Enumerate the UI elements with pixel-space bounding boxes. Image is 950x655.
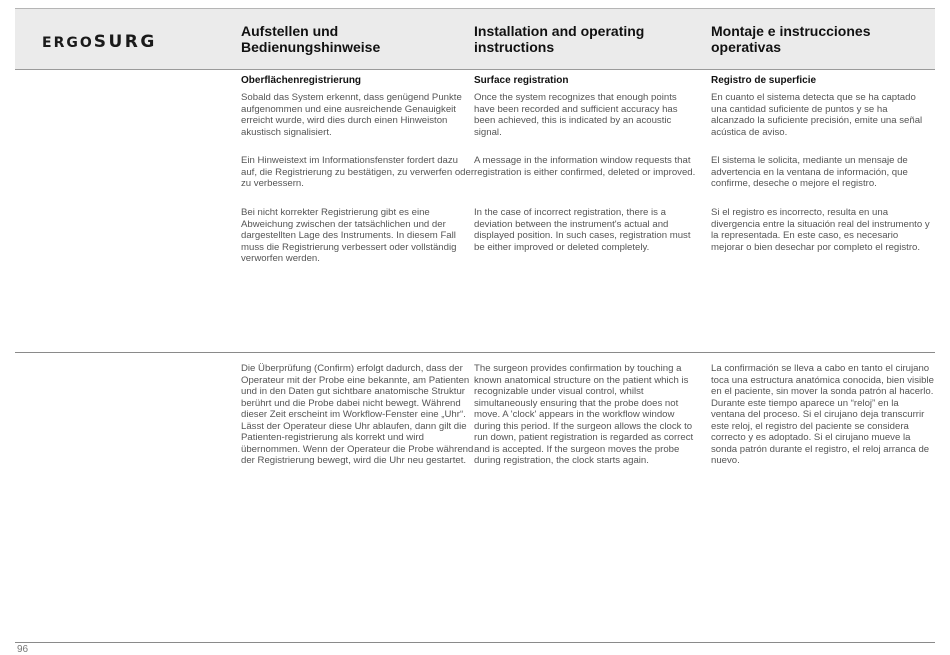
paragraph-de-4: Die Überprüfung (Confirm) erfolgt dadurch, dass der Operateur mit der Probe eine bekannte, am Patienten und in den Daten gut sichtbare anatomische Struktur berührt und die Probe dabei nicht bewegt. Während dieser Zeit erscheint im Workflow-Fenster eine „Uhr“. Lässt der Operateur diese Uhr ablaufen, dann gilt die Patienten-registrierung als korrekt und wird übernommen. Wenn der Operateur die Probe während der Registrierung bewegt, wird die Uhr neu gestartet. bbox=[241, 363, 474, 466]
paragraph-en-1: Once the system recognizes that enough points have been recorded and sufficient accuracy has been achieved, this is indicated by an acoustic signal. bbox=[474, 92, 678, 138]
footer-divider bbox=[15, 642, 935, 643]
paragraph-de-3: Bei nicht korrekter Registrierung gibt es eine Abweichung zwischen der tatsächlichen und der dargestellten Lage des Instruments. In diesem Fall muss die Registrierung verbessert oder vollständig verworfen werden. bbox=[241, 207, 457, 264]
paragraph-de-1: Sobald das System erkennt, dass genügend Punkte aufgenommen und eine ausreichende Genauigkeit erreicht wurde, wird dies durch einen Hinweiston akustisch signalisiert. bbox=[241, 92, 462, 138]
paragraph-es-1: En cuanto el sistema detecta que se ha captado una cantidad suficiente de puntos y se ha alcanzado la suficiente precisión, emite una señal acústica de aviso. bbox=[711, 92, 923, 138]
paragraph-de-2: Ein Hinweistext im Informationsfenster fordert dazu auf, die Registrierung zu bestätigen, zu verwerfen oder zu verbessern. bbox=[241, 155, 475, 189]
section-divider bbox=[15, 352, 935, 353]
paragraph-en-4: The surgeon provides confirmation by touching a known anatomical structure on the patient which is recognizable under visual control, whilst simultaneously ensuring that the probe does not move. A 'clock' appears in the workflow window during this period. If the surgeon allows the clock to run down, patient registration is regarded as correct and is accepted. If the surgeon moves the probe during registration, the clock starts again. bbox=[474, 363, 694, 466]
paragraph-es-3: Si el registro es incorrecto, resulta en una divergencia entre la situación real del instrumento y la representada. En este caso, es necesario mejorar o bien desechar por completo el registro. bbox=[711, 207, 930, 253]
page-number: 96 bbox=[17, 644, 29, 655]
column-heading-de: Aufstellen und Bedienungshinweise bbox=[241, 23, 381, 55]
ergosurg-logo: ERGOSURG bbox=[42, 32, 157, 52]
paragraph-es-2: El sistema le solicita, mediante un mensaje de advertencia en la ventana de información, que confirme, deseche o mejore el registro. bbox=[711, 155, 908, 189]
paragraph-es-4: La confirmación se lleva a cabo en tanto el cirujano toca una estructura anatómica conocida, bien visible en el paciente, sin mover la sonda patrón al hacerlo. Durante este tiempo aparece un “reloj” en la ventana del proceso. Si el cirujano deja transcurrir este reloj, el registro del paciente se considera correcto y es adoptado. Si el cirujano mueve la sonda patrón durante el registro, el reloj arranca de nuevo. bbox=[711, 363, 934, 466]
paragraph-en-2: A message in the information window requests that registration is either confirmed, deleted or improved. bbox=[474, 155, 696, 178]
subheading-de: Oberflächenregistrierung bbox=[241, 75, 362, 86]
column-heading-en: Installation and operating instructions bbox=[474, 23, 645, 55]
subheading-es: Registro de superficie bbox=[711, 75, 817, 86]
column-heading-es: Montaje e instrucciones operativas bbox=[711, 23, 871, 55]
subheading-en: Surface registration bbox=[474, 75, 569, 86]
paragraph-en-3: In the case of incorrect registration, there is a deviation between the instrument's actual and displayed position. In such cases, registration must be either improved or deleted completely. bbox=[474, 207, 691, 253]
